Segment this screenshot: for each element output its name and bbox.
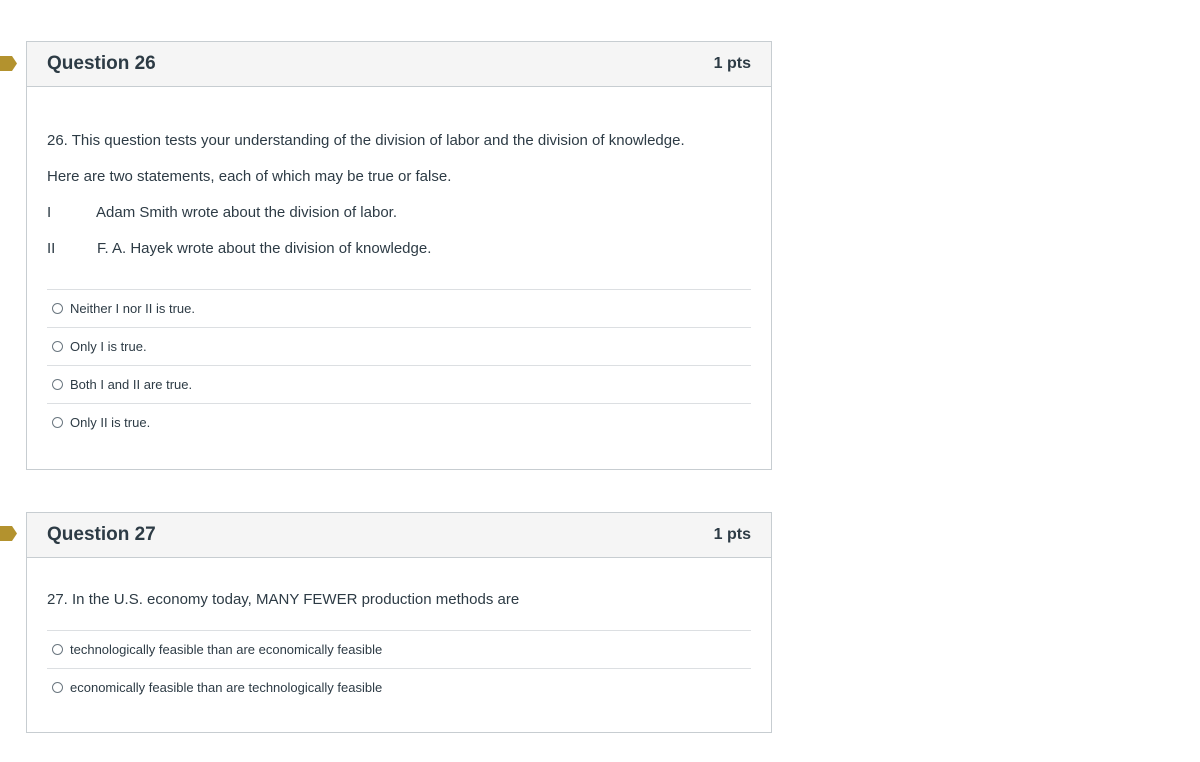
radio-button[interactable] xyxy=(52,417,63,428)
statement-text: Adam Smith wrote about the division of labor. xyxy=(96,204,397,221)
radio-button[interactable] xyxy=(52,379,63,390)
question-text xyxy=(47,123,751,267)
answer-label[interactable]: Only I is true. xyxy=(70,339,147,354)
question-title: Question 27 xyxy=(47,524,156,545)
question-title: Question 26 xyxy=(47,53,156,74)
answer-list xyxy=(47,289,751,441)
statement-text: F. A. Hayek wrote about the division of knowledge. xyxy=(97,240,432,257)
answer-option[interactable] xyxy=(47,327,751,365)
statement-number: II xyxy=(47,240,56,257)
answer-label[interactable]: technologically feasible than are economically feasible xyxy=(70,642,383,657)
answer-option[interactable] xyxy=(47,668,751,706)
answer-label[interactable]: economically feasible than are technologically feasible xyxy=(70,680,383,695)
answer-label[interactable]: Only II is true. xyxy=(70,415,151,430)
question-prompt: Here are two statements, each of which may be true or false. xyxy=(47,168,452,185)
question-intro: 27. In the U.S. economy today, MANY FEWER production methods are xyxy=(47,591,520,608)
answer-list xyxy=(47,630,751,706)
statement-i xyxy=(47,195,751,231)
answer-label[interactable]: Both I and II are true. xyxy=(70,377,193,392)
question-26 xyxy=(26,41,772,470)
question-points: 1 pts xyxy=(713,55,751,72)
radio-button[interactable] xyxy=(52,644,63,655)
question-header xyxy=(27,42,771,87)
answer-option[interactable] xyxy=(47,630,751,668)
radio-button[interactable] xyxy=(52,303,63,314)
answer-option[interactable] xyxy=(47,403,751,441)
flag-icon[interactable] xyxy=(0,56,17,71)
question-27 xyxy=(26,512,772,733)
statement-ii xyxy=(47,231,751,267)
flag-icon[interactable] xyxy=(0,526,17,541)
statement-number: I xyxy=(47,204,52,221)
question-intro: 26. This question tests your understanding of the division of labor and the division of knowledge. xyxy=(47,132,685,149)
answer-option[interactable] xyxy=(47,289,751,327)
radio-button[interactable] xyxy=(52,341,63,352)
question-points: 1 pts xyxy=(713,526,751,543)
question-header xyxy=(27,513,771,558)
radio-button[interactable] xyxy=(52,682,63,693)
answer-label[interactable]: Neither I nor II is true. xyxy=(70,301,195,316)
answer-option[interactable] xyxy=(47,365,751,403)
